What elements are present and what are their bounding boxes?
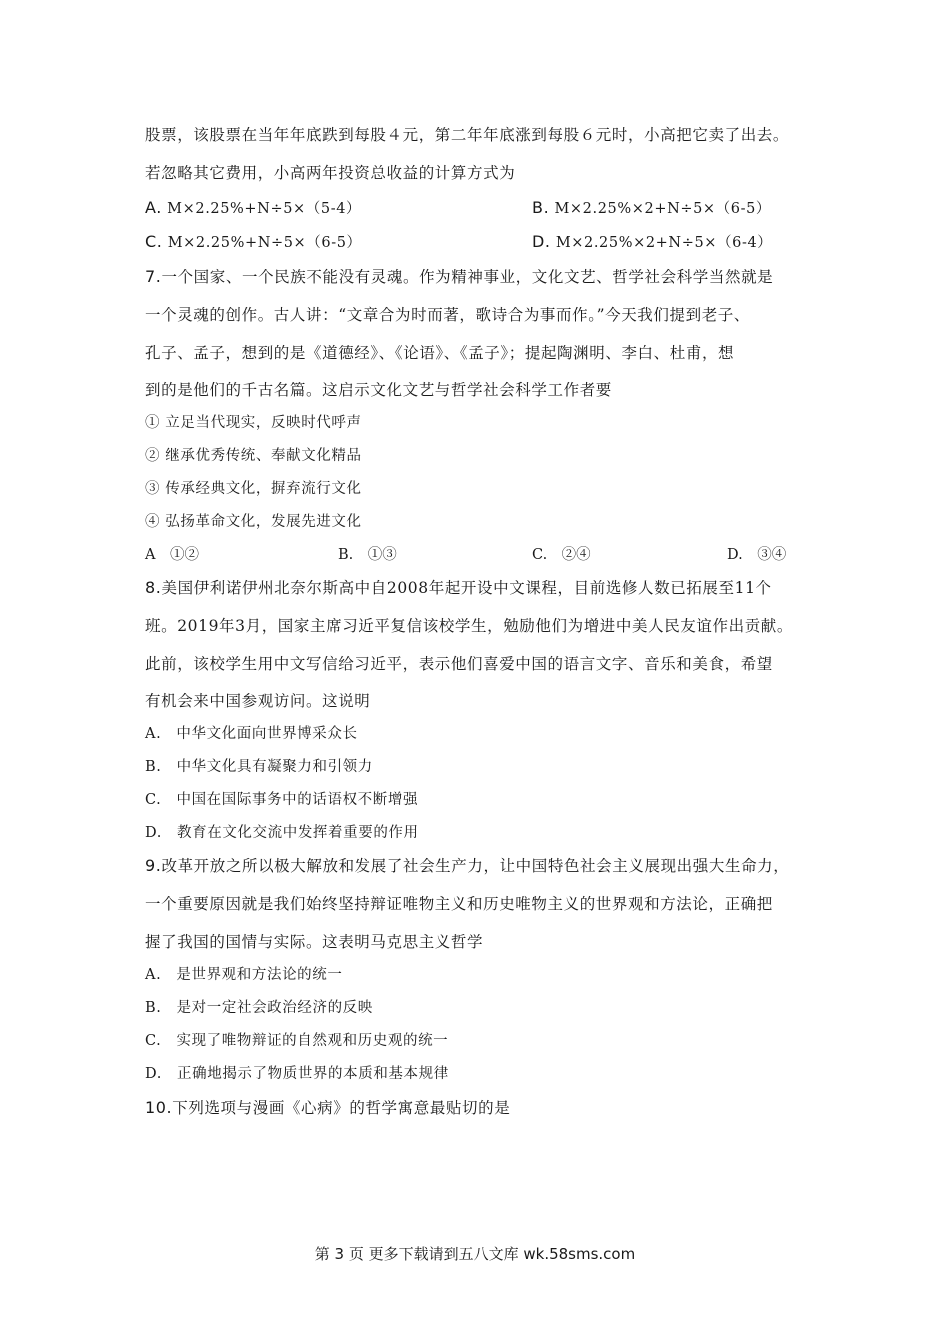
option-label: B. [532, 198, 550, 217]
stem-text: 美国伊利诺伊州北奈尔斯高中自2008年起开设中文课程，目前选修人数已拓展至11个 [161, 579, 772, 597]
q9-option-a: A. 是世界观和方法论的统一 [145, 967, 343, 983]
stem-text: 一个国家、一个民族不能没有灵魂。作为精神事业，文化文艺、哲学社会科学当然就是 [161, 268, 774, 286]
q7-choice-b: B. ①③ [338, 547, 397, 563]
option-text: M×2.25%+N÷5×（6-5） [167, 235, 362, 251]
option-label: C. [145, 232, 163, 251]
q7-stem-line-2: 一个灵魂的创作。古人讲：“文章合为时而著，歌诗合为事而作。”今天我们提到老子、 [145, 306, 751, 324]
q6-stem-line-2: 若忽略其它费用，小高两年投资总收益的计算方式为 [145, 164, 516, 182]
page-footer: 第 3 页 更多下载请到五八文库 wk.58sms.com [314, 1245, 636, 1263]
q7-choice-a: A ①② [145, 547, 199, 563]
q9-stem-line-3: 握了我国的国情与实际。这表明马克思主义哲学 [145, 933, 484, 951]
q8-stem-line-3: 此前，该校学生用中文写信给习近平，表示他们喜爱中国的语言文字、音乐和美食，希望 [145, 655, 773, 673]
q7-stem-line-3: 孔子、孟子，想到的是《道德经》、《论语》、《孟子》；提起陶渊明、李白、杜甫，想 [145, 344, 735, 362]
q9-option-d: D. 正确地揭示了物质世界的本质和基本规律 [145, 1066, 449, 1082]
q8-stem-line-2: 班。2019年3月，国家主席习近平复信该校学生，勉励他们为增进中美人民友谊作出贡献。 [145, 617, 794, 635]
option-label: A. [145, 198, 162, 217]
q6-option-d [532, 232, 772, 253]
question-number: 8. [145, 578, 162, 597]
stem-text: 下列选项与漫画《心病》的哲学寓意最贴切的是 [172, 1099, 511, 1117]
q9-option-b: B. 是对一定社会政治经济的反映 [145, 1000, 373, 1016]
option-text: M×2.25%×2+N÷5×（6-4） [555, 235, 773, 251]
q7-item-3: ③ 传承经典文化，摒弃流行文化 [145, 481, 362, 497]
option-text: M×2.25%×2+N÷5×（6-5） [554, 201, 772, 217]
q8-option-a: A. 中华文化面向世界博采众长 [145, 726, 358, 742]
stem-text: 改革开放之所以极大解放和发展了社会生产力，让中国特色社会主义展现出强大生命力， [161, 857, 790, 875]
q8-option-c: C. 中国在国际事务中的话语权不断增强 [145, 792, 419, 808]
q6-stem-line-1: 股票，该股票在当年年底跌到每股４元，第二年年底涨到每股６元时，小高把它卖了出去。 [145, 126, 790, 144]
q7-item-4: ④ 弘扬革命文化，发展先进文化 [145, 514, 362, 530]
q10-stem [145, 1098, 510, 1118]
q8-option-b: B. 中华文化具有凝聚力和引领力 [145, 759, 373, 775]
question-number: 10. [145, 1098, 173, 1117]
option-text: M×2.25%+N÷5×（5-4） [167, 201, 362, 217]
q7-item-2: ② 继承优秀传统、奉献文化精品 [145, 448, 362, 464]
q9-option-c: C. 实现了唯物辩证的自然观和历史观的统一 [145, 1033, 449, 1049]
q7-choice-d: D. ③④ [727, 547, 787, 563]
q7-choice-c: C. ②④ [532, 547, 591, 563]
question-number: 7. [145, 267, 162, 286]
option-label: D. [532, 232, 551, 251]
q8-stem-line-1 [145, 578, 772, 598]
q9-stem-line-2: 一个重要原因就是我们始终坚持辩证唯物主义和历史唯物主义的世界观和方法论，正确把 [145, 895, 773, 913]
q8-stem-line-4: 有机会来中国参观访问。这说明 [145, 692, 371, 710]
q7-stem-line-1 [145, 267, 773, 287]
q8-option-d: D. 教育在文化交流中发挥着重要的作用 [145, 825, 419, 841]
question-number: 9. [145, 856, 162, 875]
q9-stem-line-1 [145, 856, 789, 876]
q6-option-a [145, 198, 361, 219]
q6-option-b [532, 198, 771, 219]
q6-option-c [145, 232, 362, 253]
q7-item-1: ① 立足当代现实，反映时代呼声 [145, 415, 362, 431]
q7-stem-line-4: 到的是他们的千古名篇。这启示文化文艺与哲学社会科学工作者要 [145, 381, 612, 399]
